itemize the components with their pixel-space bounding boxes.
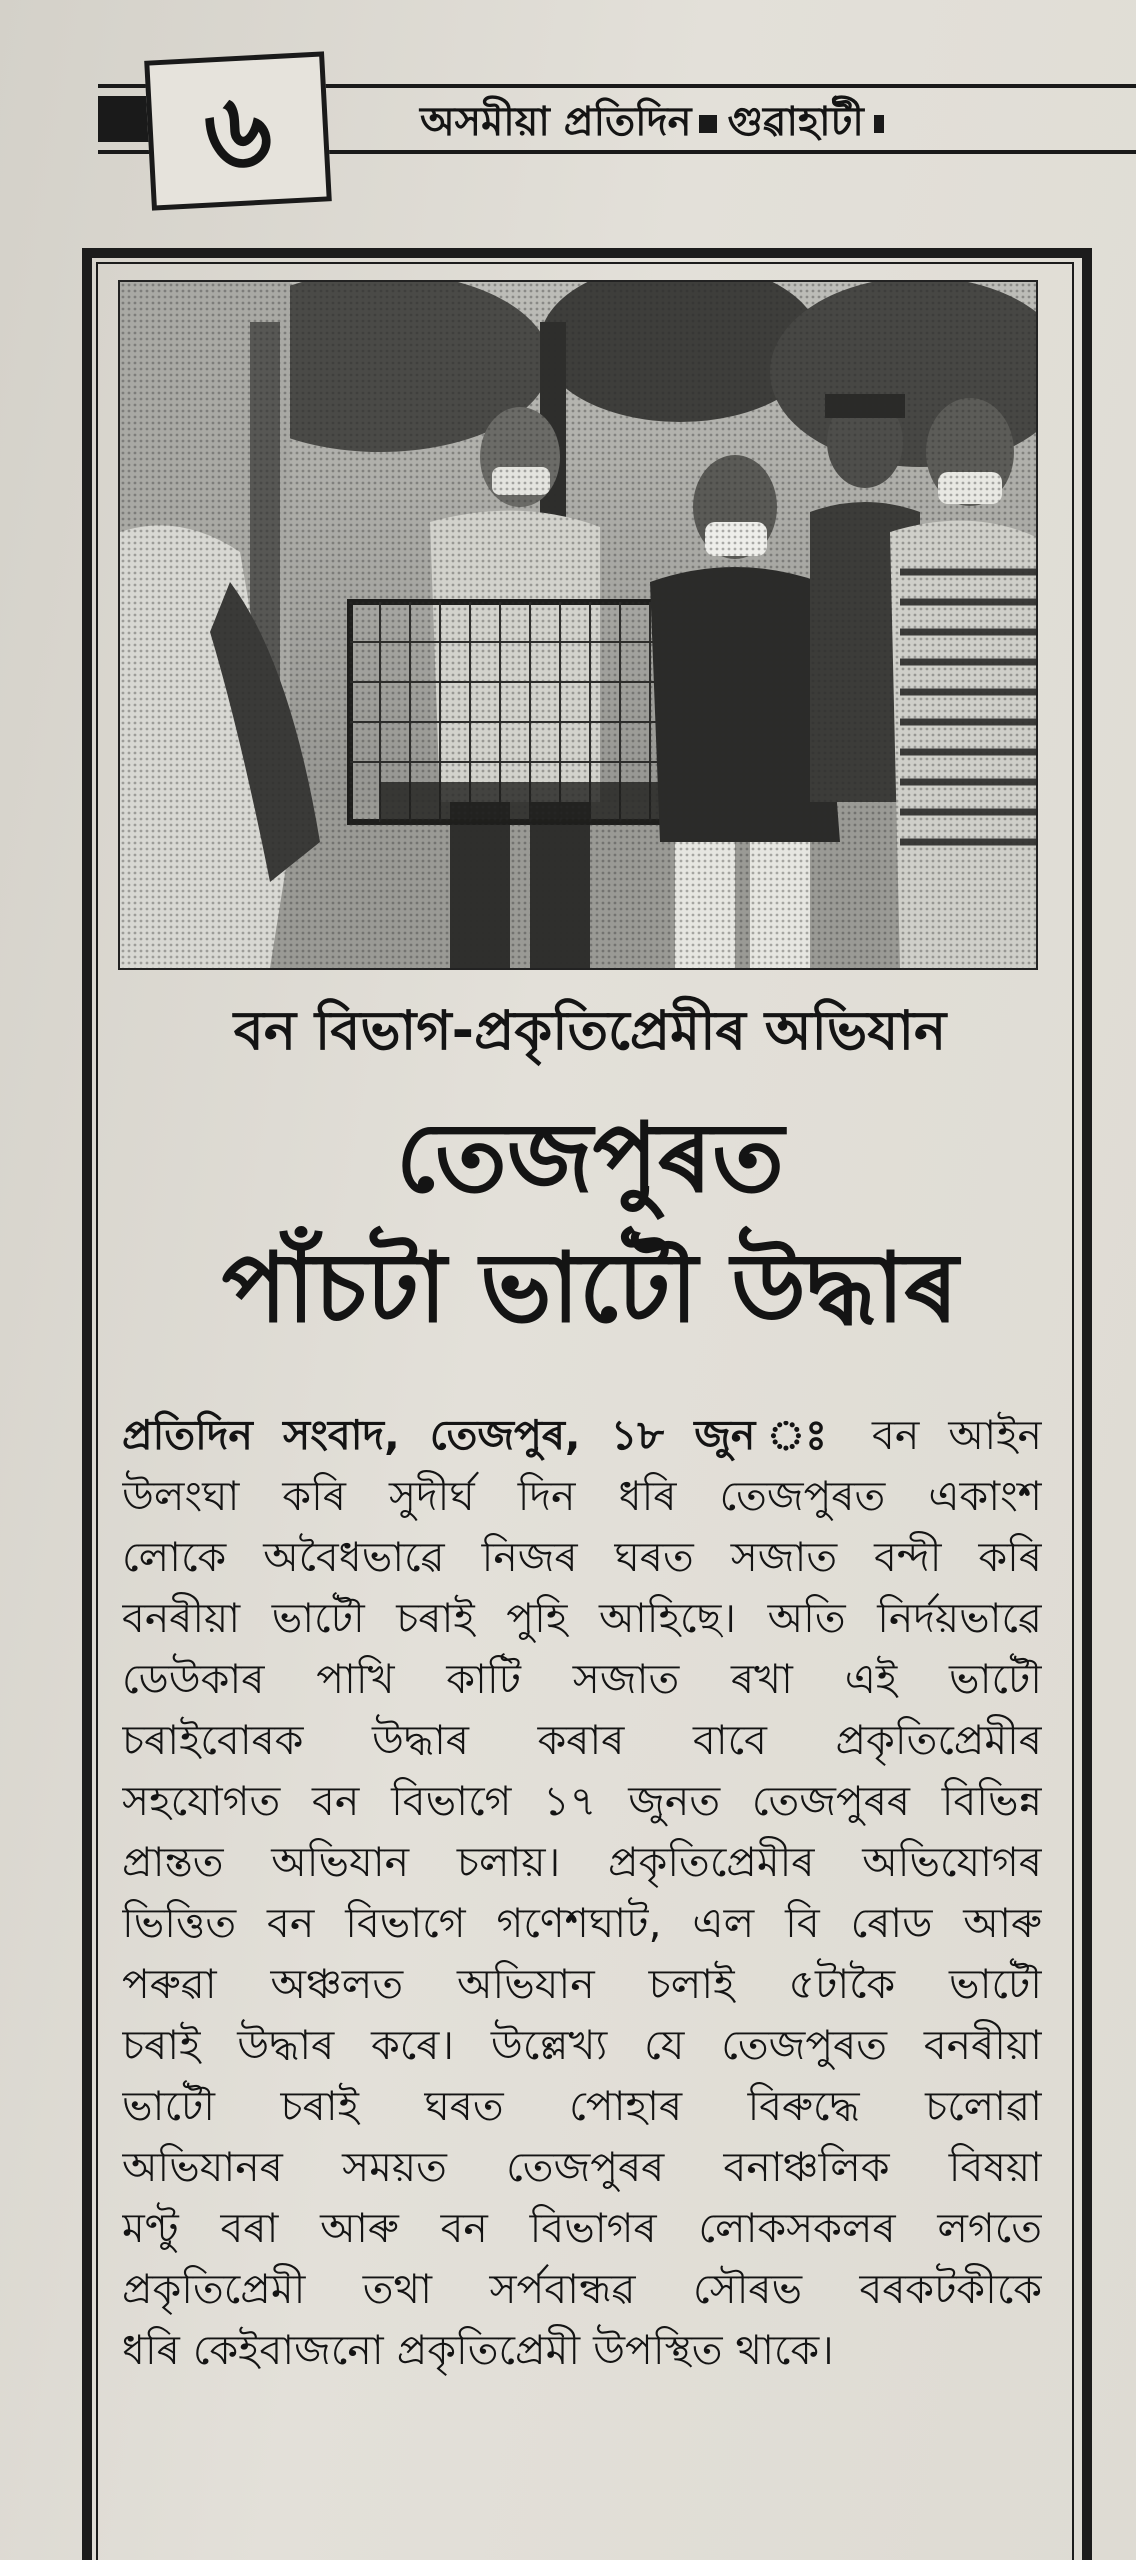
square-bullet-icon [874,115,884,133]
paper-name: অসমীয়া প্ৰতিদিন [420,99,692,145]
square-bullet-icon [699,115,717,133]
body-line: পৰুৱা অঞ্চলত অভিযান চলাই ৫টাকৈ ভাটৌ [122,1960,1042,2008]
body-line: প্ৰতিদিন সংবাদ, তেজপুৰ, ১৮ জুন ঃ বন আইন [122,1411,1042,1459]
body-line: ডেউকাৰ পাখি কাটি সজাত ৰখা এই ভাটৌ [122,1655,1042,1703]
headline-line-2: পাঁচটা ভাটৌ উদ্ধাৰ [221,1232,959,1344]
body-line: অভিযানৰ সময়ত তেজপুৰৰ বনাঞ্চলিক বিষয়া [122,2143,1042,2191]
article-kicker: বন বিভাগ-প্ৰকৃতিপ্ৰেমীৰ অভিযান [233,999,947,1062]
headline-line-1: তেজপুৰত [395,1102,785,1214]
newspaper-photo-people-with-bird-cage [120,282,1036,968]
body-line: ভিত্তিত বন বিভাগে গণেশঘাট, এল বি ৰোড আৰু [122,1899,1042,1947]
article-photo [118,280,1038,970]
body-line: প্ৰান্তত অভিযান চলায়। প্ৰকৃতিপ্ৰেমীৰ অভিযোগৰ [122,1838,1042,1886]
body-line: সহযোগত বন বিভাগে ১৭ জুনত তেজপুৰৰ বিভিন্ন [122,1777,1042,1825]
body-line: উলংঘা কৰি সুদীৰ্ঘ দিন ধৰি তেজপুৰত একাংশ [122,1472,1042,1520]
dateline: প্ৰতিদিন সংবাদ, তেজপুৰ, ১৮ জুন ঃ [122,1411,844,1459]
masthead [420,96,1120,148]
body-line: চৰাইবোৰক উদ্ধাৰ কৰাৰ বাবে প্ৰকৃতিপ্ৰেমীৰ [122,1716,1042,1764]
page-number: ৬ [200,67,275,194]
article-body [122,1405,1042,2381]
body-line: মণ্টু বৰা আৰু বন বিভাগৰ লোকসকলৰ লগতে [122,2204,1042,2252]
page-number-box [144,51,332,210]
body-line: বনৰীয়া ভাটৌ চৰাই পুহি আহিছে। অতি নিৰ্দয়ভাৱে [122,1594,1042,1642]
city-name: গুৱাহাটী [727,99,864,145]
body-line: ভাটৌ চৰাই ঘৰত পোহাৰ বিৰুদ্ধে চলোৱা [122,2082,1042,2130]
body-line: লোকে অবৈধভাৱে নিজৰ ঘৰত সজাত বন্দী কৰি [122,1533,1042,1581]
body-line: ধৰি কেইবাজনো প্ৰকৃতিপ্ৰেমী উপস্থিত থাকে। [122,2326,834,2374]
body-line: প্ৰকৃতিপ্ৰেমী তথা সৰ্পবান্ধৱ সৌৰভ বৰকটকীকে [122,2265,1042,2313]
body-line: চৰাই উদ্ধাৰ কৰে। উল্লেখ্য যে তেজপুৰত বনৰীয়া [122,2021,1042,2069]
